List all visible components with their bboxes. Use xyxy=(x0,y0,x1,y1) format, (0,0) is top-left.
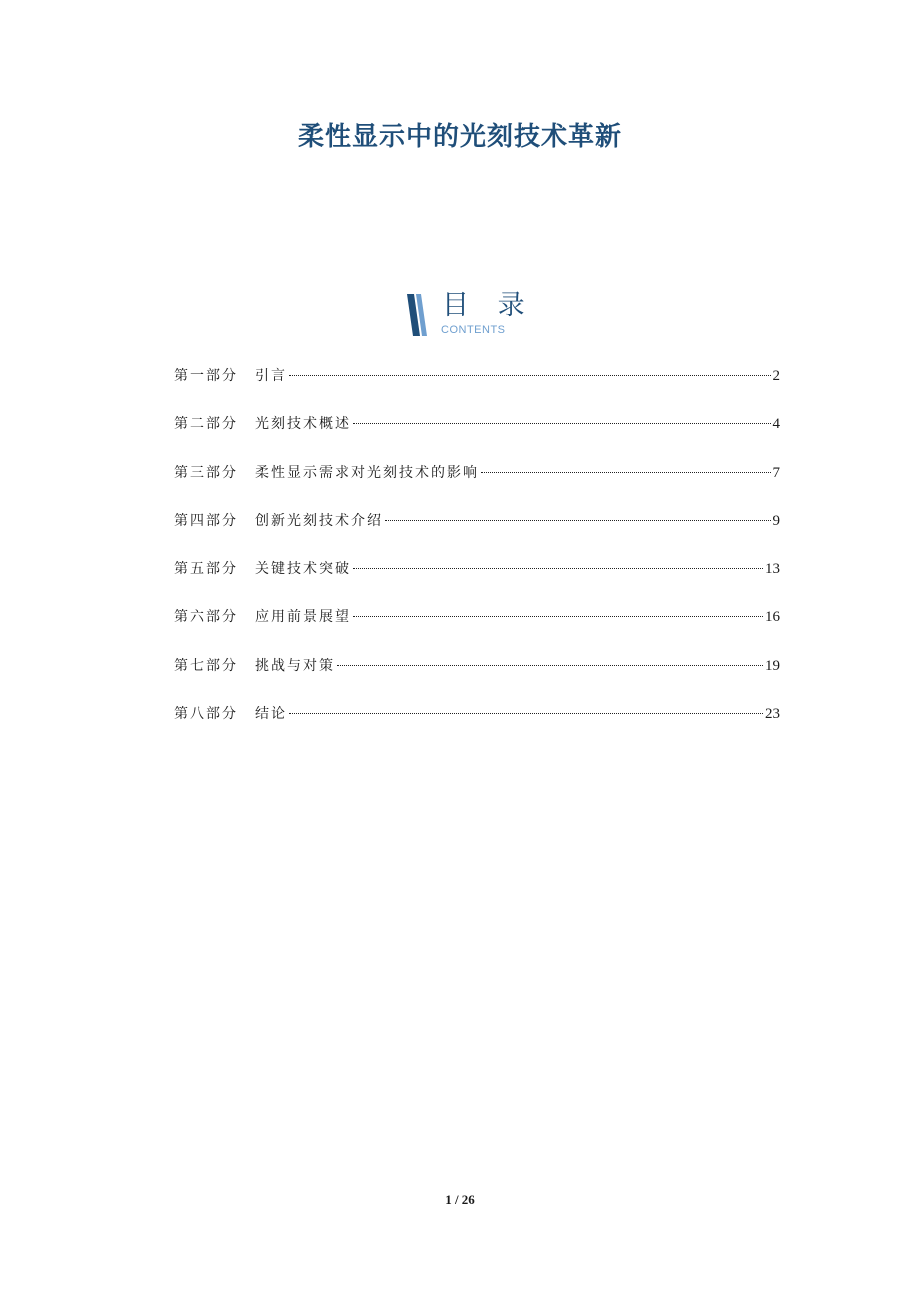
toc-entry-title: 结论 xyxy=(255,706,287,723)
toc-entry-page: 7 xyxy=(772,464,780,481)
contents-logo-icon xyxy=(406,294,430,336)
toc-entry-part: 第一部分 xyxy=(174,368,238,384)
toc-subheading: CONTENTS xyxy=(441,324,506,336)
toc-entry[interactable] xyxy=(174,559,780,607)
toc-entry[interactable] xyxy=(174,607,780,655)
toc-entry-title: 光刻技术概述 xyxy=(255,416,351,433)
toc-entry-part: 第六部分 xyxy=(174,609,238,626)
toc-list xyxy=(174,366,780,752)
toc-dot-leader xyxy=(289,713,763,714)
toc-entry-part: 第四部分 xyxy=(174,512,238,529)
toc-entry-title: 柔性显示需求对光刻技术的影响 xyxy=(255,464,479,481)
toc-dot-leader xyxy=(385,520,771,521)
toc-entry[interactable] xyxy=(174,463,780,511)
toc-entry-title: 引言 xyxy=(255,368,287,384)
toc-entry[interactable] xyxy=(174,511,780,559)
document-title: 柔性显示中的光刻技术革新 xyxy=(297,122,622,152)
toc-entry-page: 19 xyxy=(765,657,780,674)
toc-entry-title: 应用前景展望 xyxy=(255,609,351,626)
toc-entry-page: 23 xyxy=(765,706,780,723)
toc-dot-leader xyxy=(289,375,771,376)
toc-entry-part: 第三部分 xyxy=(174,464,238,481)
toc-dot-leader xyxy=(353,423,771,424)
toc-entry-page: 2 xyxy=(772,368,780,384)
toc-entry-part: 第七部分 xyxy=(174,657,238,674)
toc-entry[interactable] xyxy=(174,656,780,704)
toc-entry-part: 第八部分 xyxy=(174,706,238,723)
toc-entry-page: 9 xyxy=(772,512,780,529)
toc-entry-part: 第五部分 xyxy=(174,561,238,578)
toc-dot-leader xyxy=(353,616,763,617)
toc-entry[interactable] xyxy=(174,704,780,752)
toc-heading xyxy=(406,290,535,340)
toc-entry[interactable] xyxy=(174,414,780,462)
toc-dot-leader xyxy=(353,568,763,569)
toc-dot-leader xyxy=(337,665,763,666)
toc-entry-title: 挑战与对策 xyxy=(255,657,335,674)
toc-dot-leader xyxy=(481,472,771,473)
toc-entry-title: 创新光刻技术介绍 xyxy=(255,512,383,529)
toc-entry-part: 第二部分 xyxy=(174,416,238,433)
page-number: 1 / 26 xyxy=(445,1192,475,1207)
toc-heading-text: 目 录 xyxy=(442,290,535,321)
toc-entry-title: 关键技术突破 xyxy=(255,561,351,578)
toc-entry-page: 4 xyxy=(772,416,780,433)
toc-entry[interactable] xyxy=(174,366,780,414)
toc-entry-page: 13 xyxy=(765,561,780,578)
toc-entry-page: 16 xyxy=(765,609,780,626)
